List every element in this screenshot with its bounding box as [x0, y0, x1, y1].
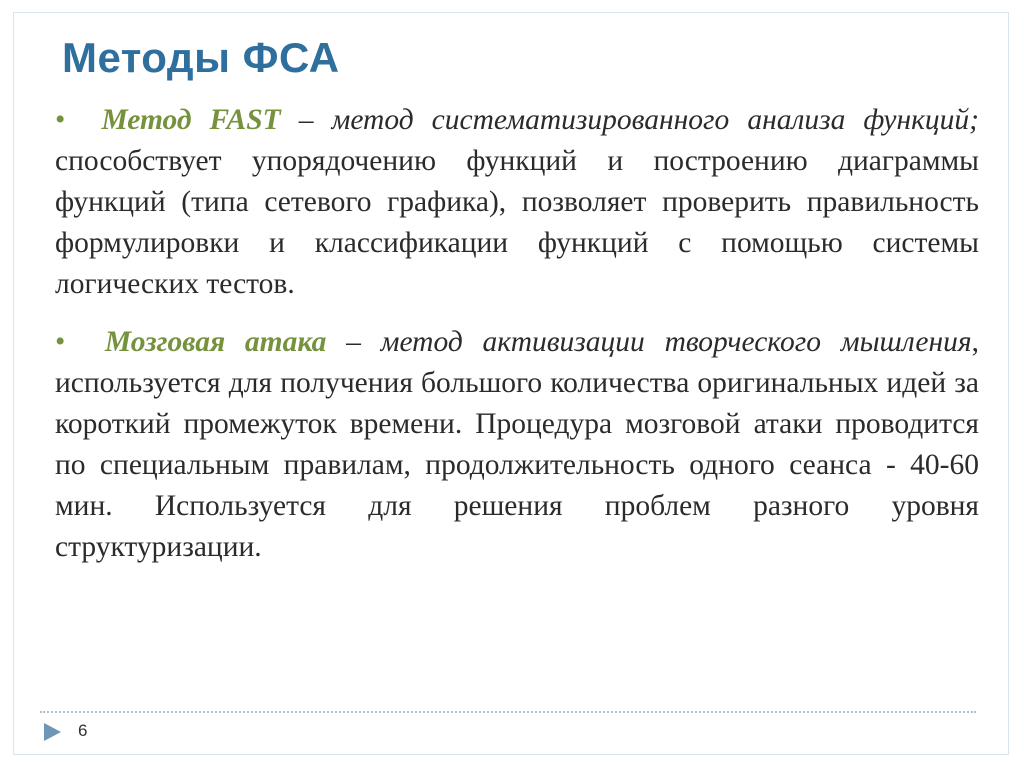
bullet-marker: •	[55, 104, 66, 136]
page-number: 6	[78, 721, 88, 740]
bullet-fast	[55, 100, 979, 305]
footer-divider	[40, 711, 976, 713]
triangle-right-icon	[44, 723, 61, 741]
page-title: Методы ФСА	[62, 34, 340, 81]
bullet-brainstorm	[55, 322, 979, 568]
term-brainstorm: Мозговая атака	[104, 326, 327, 358]
description-brainstorm: , используется для получения большого количества оригинальных идей за короткий промежуток времени. Процедура мозговой атаки проводится по специальным правилам, продолжительность одного сеанса - 40-60 мин. Используется для решения проблем разного уровня структуризации.	[55, 326, 979, 563]
definition-brainstorm: – метод активизации творческого мышления	[326, 326, 972, 358]
description-fast: способствует упорядочению функций и построению диаграммы функций (типа сетевого графика), позволяет проверить правильность формулировки и классификации функций с помощью системы логических тестов.	[55, 145, 979, 300]
term-fast: Метод FAST	[101, 104, 281, 136]
definition-fast: – метод систематизированного анализа функций;	[280, 104, 979, 136]
bullet-marker: •	[55, 326, 66, 358]
